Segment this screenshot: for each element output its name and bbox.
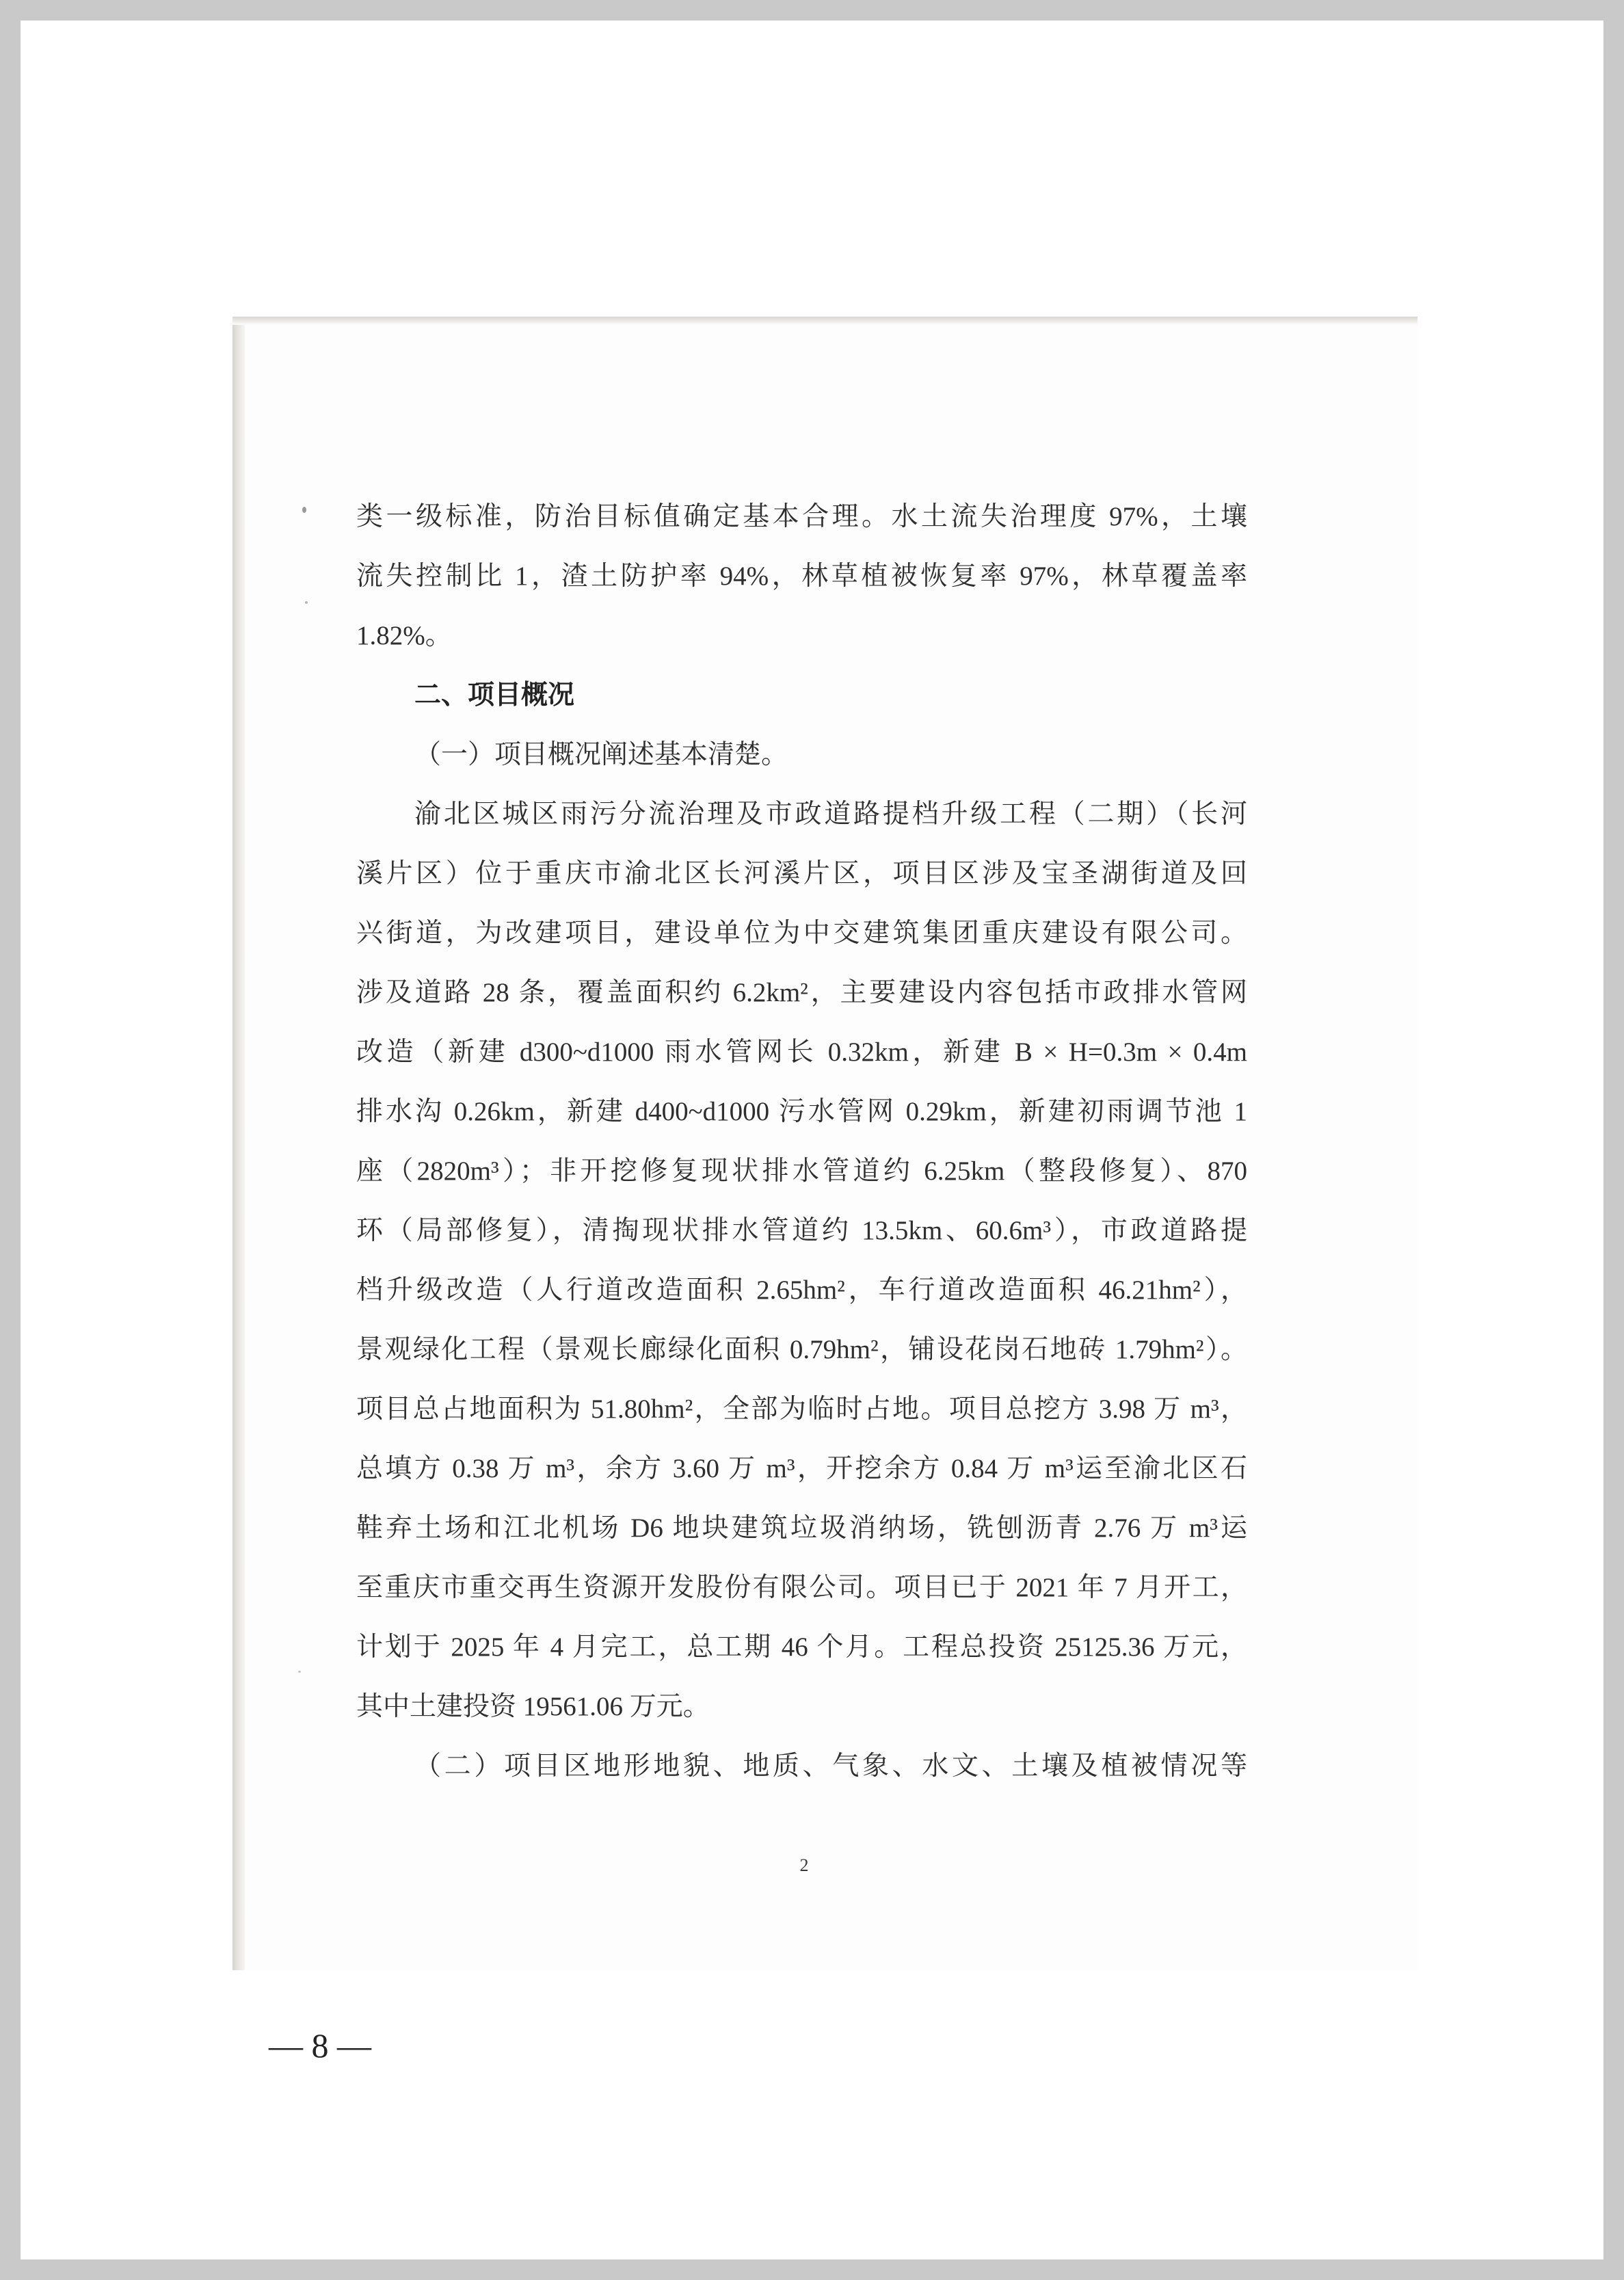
paragraph-line: 档升级改造（人行道改造面积 2.65hm²，车行道改造面积 46.21hm²）， — [356, 1275, 1247, 1305]
paragraph-line: 溪片区）位于重庆市渝北区长河溪片区，项目区涉及宝圣湖街道及回 — [356, 859, 1247, 888]
paragraph-line: 鞋弃土场和江北机场 D6 地块建筑垃圾消纳场，铣刨沥青 2.76 万 m³运 — [356, 1513, 1247, 1543]
paragraph-line: 座（2820m³）；非开挖修复现状排水管道约 6.25km（整段修复）、870 — [356, 1156, 1247, 1186]
paragraph-line: 至重庆市重交再生资源开发股份有限公司。项目已于 2021 年 7 月开工， — [356, 1573, 1247, 1602]
paragraph-line: 环（局部修复），清掏现状排水管道约 13.5km、60.6m³），市政道路提 — [356, 1216, 1247, 1245]
subsection-title: （二）项目区地形地貌、地质、气象、水文、土壤及植被情况等 — [414, 1751, 1247, 1781]
paragraph-line: 其中土建投资 19561.06 万元。 — [356, 1692, 710, 1721]
scan-top-edge-shadow — [232, 317, 1417, 325]
paragraph-line: 项目总占地面积为 51.80hm²，全部为临时占地。项目总挖方 3.98 万 m³， — [356, 1394, 1247, 1424]
subsection-title: （一）项目概况阐述基本清楚。 — [414, 740, 788, 769]
paragraph-line: 兴街道，为改建项目，建设单位为中交建筑集团重庆建设有限公司。 — [356, 918, 1247, 948]
body-line: 流失控制比 1，渣土防护率 94%，林草植被恢复率 97%，林草覆盖率 — [356, 561, 1247, 591]
paragraph-line: 涉及道路 28 条，覆盖面积约 6.2km²，主要建设内容包括市政排水管网 — [356, 978, 1247, 1007]
body-text — [356, 487, 1247, 1796]
paragraph-line: 计划于 2025 年 4 月完工，总工期 46 个月。工程总投资 25125.36 万元， — [356, 1632, 1247, 1662]
paragraph-line: 景观绿化工程（景观长廊绿化面积 0.79hm²，铺设花岗石地砖 1.79hm²）。 — [356, 1335, 1247, 1364]
paragraph-line: 排水沟 0.26km，新建 d400~d1000 污水管网 0.29km，新建初雨调节池 1 — [356, 1097, 1247, 1126]
body-line: 类一级标准，防治目标值确定基本合理。水土流失治理度 97%，土壤 — [356, 502, 1247, 531]
scan-left-edge-shadow — [232, 317, 245, 1970]
paragraph-line: 总填方 0.38 万 m³，余方 3.60 万 m³，开挖余方 0.84 万 m³运至渝北区石 — [356, 1454, 1247, 1483]
body-line: 1.82%。 — [356, 621, 452, 650]
footer-page-number: — 8 — — [269, 2026, 371, 2065]
paragraph-line: 渝北区城区雨污分流治理及市政道路提档升级工程（二期）（长河 — [414, 799, 1247, 829]
scan-speck — [298, 1671, 301, 1673]
paragraph-line: 改造（新建 d300~d1000 雨水管网长 0.32km，新建 B × H=0.3m × 0.4m — [356, 1037, 1247, 1067]
scan-speck — [305, 601, 308, 604]
scan-speck — [302, 507, 306, 513]
section-heading: 二、项目概况 — [414, 680, 575, 711]
scan-page-number: 2 — [799, 1855, 809, 1875]
